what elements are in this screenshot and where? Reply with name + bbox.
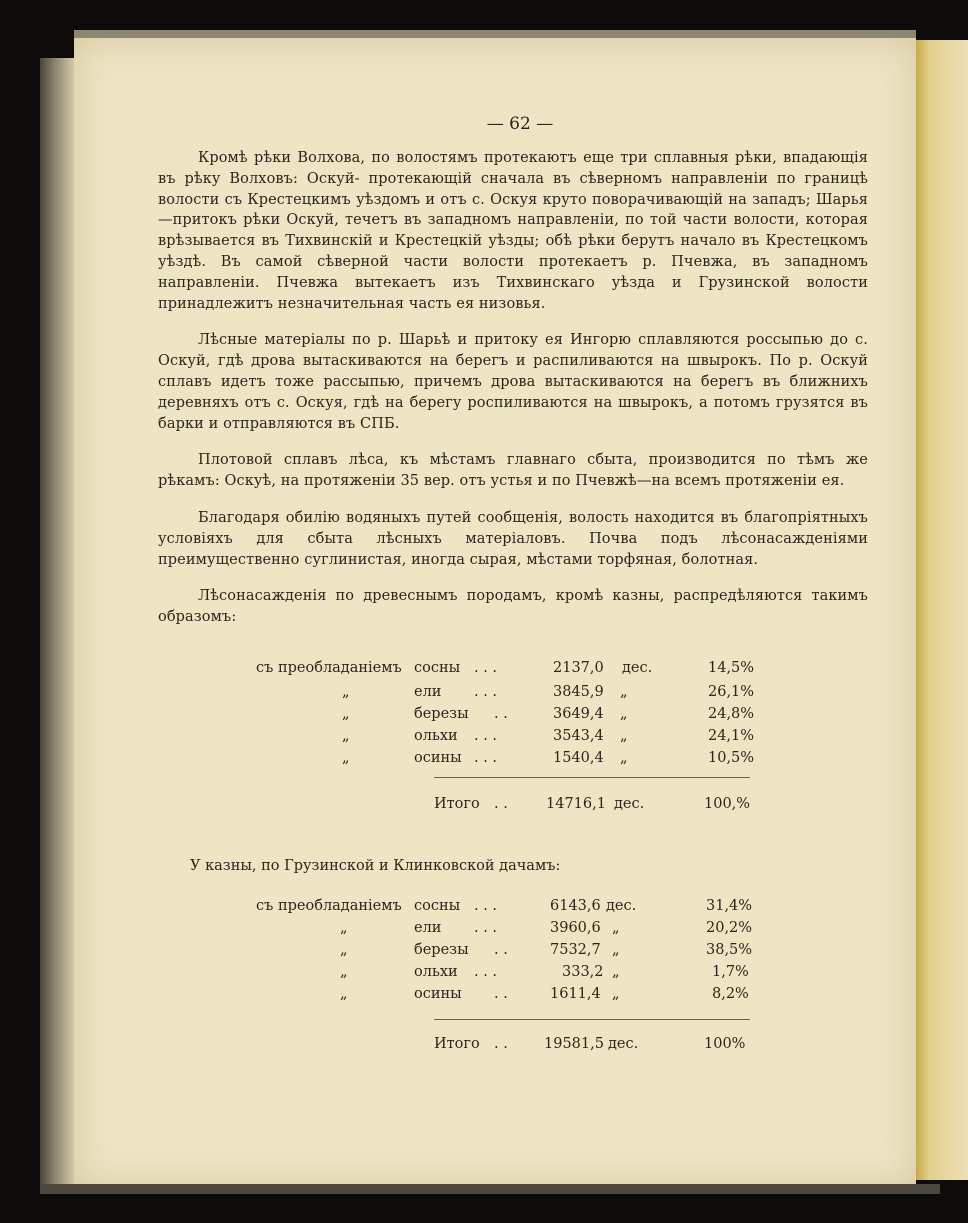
body-text (158, 148, 868, 644)
paragraph-4: Благодаря обилію водяныхъ путей сообщенія, волость находится въ благопріятныхъ условіяхъ для сбыта лѣсныхъ матеріаловъ. Почва подъ лѣсонасажденіями преимущественно суглинистая, иногда сырая, мѣстами торфяная, болотная. (158, 509, 868, 568)
paragraph-3: Плотовой сплавъ лѣса, къ мѣстамъ главнаго сбыта, производится по тѣмъ же рѣкамъ: Оскуѣ, на протяженіи 35 вер. отъ устья и по Пчевжѣ—на всемъ протяженіи ея. (158, 452, 868, 490)
paragraph-1: Кромѣ рѣки Волхова, по волостямъ протекаютъ еще три сплавныя рѣки, впадающія въ рѣку Волховъ: Оскуй- протекающій сначала въ сѣверномъ направленіи по границѣ волости съ Крестецкимъ уѣздомъ и отъ с. Оскуя круто поворачивающій на западъ; Шарья—притокъ рѣки Оскуй, течетъ въ западномъ направленіи, по той части волости, которая врѣзывается въ Тихвинскій и Крестецкій уѣзды; обѣ рѣки берутъ начало въ Крестецкомъ уѣздѣ. Въ самой сѣверной части волости протекаетъ р. Пчевжа, въ западномъ направленіи. Пчевжа вытекаетъ изъ Тихвинскаго уѣзда и Грузинской волости принадлежитъ незначительная часть ея низовья. (158, 150, 868, 312)
paragraph-5: Лѣсонасажденія по древеснымъ породамъ, кромѣ казны, распредѣляются такимъ образомъ: (158, 588, 868, 626)
total-divider (434, 1019, 750, 1020)
total-divider (434, 777, 750, 778)
page-number: — 62 — (486, 114, 554, 134)
next-page-edge (916, 40, 968, 1180)
book-spine (40, 58, 76, 1186)
page-bottom-edge (40, 1184, 940, 1194)
paragraph-2: Лѣсные матеріалы по р. Шарьѣ и притоку ея Ингорю сплавляются россыпью до с. Оскуй, гдѣ дрова вытаскиваются на берегъ и распиливаются на швырокъ. По р. Оскуй сплавъ идетъ тоже рассыпью, причемъ дрова вытаскиваются на берегъ въ ближнихъ деревняхъ отъ с. Оскуя, гдѣ на берегу роспиливаются на швырокъ, а потомъ грузятся въ барки и отправляются въ СПБ. (158, 332, 868, 432)
section-heading: У казны, по Грузинской и Клинковской дачамъ: (190, 858, 561, 874)
